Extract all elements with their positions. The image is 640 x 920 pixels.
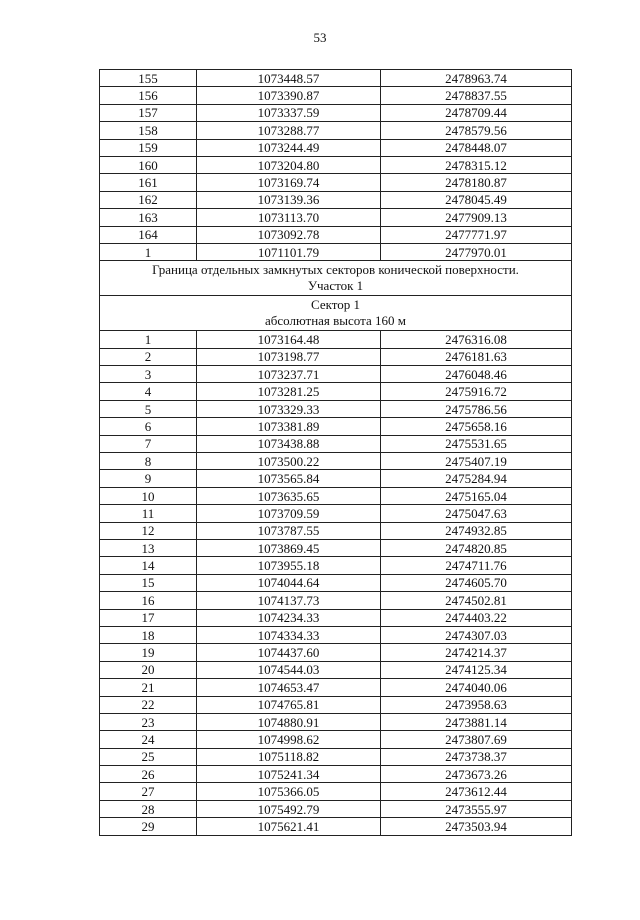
y-coordinate-cell: 2473958.63 (381, 696, 572, 713)
y-coordinate-cell: 2474605.70 (381, 574, 572, 591)
y-coordinate-cell: 2478579.56 (381, 122, 572, 139)
y-coordinate-cell: 2474820.85 (381, 539, 572, 556)
x-coordinate-cell: 1074044.64 (197, 574, 381, 591)
y-coordinate-cell: 2475284.94 (381, 470, 572, 487)
table-row (100, 748, 572, 765)
table-row (100, 70, 572, 87)
x-coordinate-cell: 1074437.60 (197, 644, 381, 661)
point-number-cell: 27 (100, 783, 197, 800)
boundary-header-row (100, 261, 572, 296)
table-row (100, 505, 572, 522)
table-row (100, 348, 572, 365)
point-number-cell: 23 (100, 713, 197, 730)
table-row (100, 400, 572, 417)
table-row (100, 487, 572, 504)
table-row (100, 644, 572, 661)
table-row (100, 209, 572, 226)
table-row (100, 435, 572, 452)
x-coordinate-cell: 1074544.03 (197, 661, 381, 678)
point-number-cell: 161 (100, 174, 197, 191)
table-row (100, 366, 572, 383)
point-number-cell: 22 (100, 696, 197, 713)
y-coordinate-cell: 2477909.13 (381, 209, 572, 226)
table-row (100, 592, 572, 609)
x-coordinate-cell: 1075366.05 (197, 783, 381, 800)
x-coordinate-cell: 1071101.79 (197, 243, 381, 260)
table-section-headers (100, 261, 572, 331)
x-coordinate-cell: 1073869.45 (197, 539, 381, 556)
x-coordinate-cell: 1073164.48 (197, 331, 381, 348)
table-row (100, 226, 572, 243)
y-coordinate-cell: 2474711.76 (381, 557, 572, 574)
table-row (100, 557, 572, 574)
point-number-cell: 8 (100, 453, 197, 470)
x-coordinate-cell: 1074880.91 (197, 713, 381, 730)
sector-header-title: Сектор 1 (310, 297, 360, 313)
y-coordinate-cell: 2475165.04 (381, 487, 572, 504)
x-coordinate-cell: 1074137.73 (197, 592, 381, 609)
y-coordinate-cell: 2476316.08 (381, 331, 572, 348)
point-number-cell: 164 (100, 226, 197, 243)
table-row (100, 122, 572, 139)
x-coordinate-cell: 1074765.81 (197, 696, 381, 713)
table-body-top (100, 70, 572, 261)
table-row (100, 696, 572, 713)
point-number-cell: 21 (100, 679, 197, 696)
x-coordinate-cell: 1073113.70 (197, 209, 381, 226)
point-number-cell: 156 (100, 87, 197, 104)
y-coordinate-cell: 2478315.12 (381, 156, 572, 173)
y-coordinate-cell: 2478963.74 (381, 70, 572, 87)
x-coordinate-cell: 1075241.34 (197, 766, 381, 783)
x-coordinate-cell: 1073237.71 (197, 366, 381, 383)
y-coordinate-cell: 2474214.37 (381, 644, 572, 661)
y-coordinate-cell: 2478709.44 (381, 104, 572, 121)
point-number-cell: 162 (100, 191, 197, 208)
x-coordinate-cell: 1073635.65 (197, 487, 381, 504)
y-coordinate-cell: 2473738.37 (381, 748, 572, 765)
x-coordinate-cell: 1073500.22 (197, 453, 381, 470)
y-coordinate-cell: 2474932.85 (381, 522, 572, 539)
x-coordinate-cell: 1073198.77 (197, 348, 381, 365)
y-coordinate-cell: 2474502.81 (381, 592, 572, 609)
point-number-cell: 11 (100, 505, 197, 522)
x-coordinate-cell: 1073329.33 (197, 400, 381, 417)
y-coordinate-cell: 2475658.16 (381, 418, 572, 435)
point-number-cell: 155 (100, 70, 197, 87)
table-row (100, 331, 572, 348)
point-number-cell: 159 (100, 139, 197, 156)
table-row (100, 104, 572, 121)
x-coordinate-cell: 1073381.89 (197, 418, 381, 435)
x-coordinate-cell: 1074334.33 (197, 626, 381, 643)
x-coordinate-cell: 1074998.62 (197, 731, 381, 748)
x-coordinate-cell: 1073204.80 (197, 156, 381, 173)
point-number-cell: 160 (100, 156, 197, 173)
y-coordinate-cell: 2478448.07 (381, 139, 572, 156)
point-number-cell: 4 (100, 383, 197, 400)
y-coordinate-cell: 2477970.01 (381, 243, 572, 260)
y-coordinate-cell: 2475916.72 (381, 383, 572, 400)
point-number-cell: 15 (100, 574, 197, 591)
point-number-cell: 19 (100, 644, 197, 661)
table-row (100, 609, 572, 626)
table-row (100, 539, 572, 556)
x-coordinate-cell: 1073244.49 (197, 139, 381, 156)
y-coordinate-cell: 2473503.94 (381, 818, 572, 835)
y-coordinate-cell: 2477771.97 (381, 226, 572, 243)
sector-header-row (100, 296, 572, 331)
boundary-header-title: Граница отдельных замкнутых секторов конической поверхности. (152, 262, 519, 278)
y-coordinate-cell: 2475531.65 (381, 435, 572, 452)
x-coordinate-cell: 1075118.82 (197, 748, 381, 765)
x-coordinate-cell: 1075621.41 (197, 818, 381, 835)
point-number-cell: 6 (100, 418, 197, 435)
point-number-cell: 3 (100, 366, 197, 383)
table-row (100, 383, 572, 400)
point-number-cell: 157 (100, 104, 197, 121)
y-coordinate-cell: 2478045.49 (381, 191, 572, 208)
y-coordinate-cell: 2473612.44 (381, 783, 572, 800)
table-row (100, 818, 572, 835)
point-number-cell: 10 (100, 487, 197, 504)
x-coordinate-cell: 1073565.84 (197, 470, 381, 487)
table-row (100, 731, 572, 748)
table-row (100, 156, 572, 173)
point-number-cell: 20 (100, 661, 197, 678)
x-coordinate-cell: 1073448.57 (197, 70, 381, 87)
boundary-header-subtitle: Участок 1 (307, 278, 364, 294)
y-coordinate-cell: 2473807.69 (381, 731, 572, 748)
point-number-cell: 163 (100, 209, 197, 226)
x-coordinate-cell: 1075492.79 (197, 800, 381, 817)
table-row (100, 470, 572, 487)
y-coordinate-cell: 2474307.03 (381, 626, 572, 643)
table-row (100, 679, 572, 696)
point-number-cell: 7 (100, 435, 197, 452)
x-coordinate-cell: 1073337.59 (197, 104, 381, 121)
y-coordinate-cell: 2475786.56 (381, 400, 572, 417)
x-coordinate-cell: 1073955.18 (197, 557, 381, 574)
table-row (100, 713, 572, 730)
y-coordinate-cell: 2476181.63 (381, 348, 572, 365)
coordinates-table (99, 69, 572, 836)
point-number-cell: 26 (100, 766, 197, 783)
x-coordinate-cell: 1074653.47 (197, 679, 381, 696)
sector-header-subtitle: абсолютная высота 160 м (265, 313, 406, 329)
table-row (100, 574, 572, 591)
y-coordinate-cell: 2476048.46 (381, 366, 572, 383)
y-coordinate-cell: 2474403.22 (381, 609, 572, 626)
table-row (100, 418, 572, 435)
table-row (100, 243, 572, 260)
table-row (100, 661, 572, 678)
point-number-cell: 1 (100, 243, 197, 260)
x-coordinate-cell: 1073169.74 (197, 174, 381, 191)
x-coordinate-cell: 1073438.88 (197, 435, 381, 452)
table-row (100, 783, 572, 800)
point-number-cell: 9 (100, 470, 197, 487)
point-number-cell: 5 (100, 400, 197, 417)
y-coordinate-cell: 2474125.34 (381, 661, 572, 678)
y-coordinate-cell: 2473881.14 (381, 713, 572, 730)
x-coordinate-cell: 1073787.55 (197, 522, 381, 539)
x-coordinate-cell: 1073139.36 (197, 191, 381, 208)
table-row (100, 174, 572, 191)
table-row (100, 522, 572, 539)
sector-header-cell (100, 296, 572, 331)
point-number-cell: 14 (100, 557, 197, 574)
point-number-cell: 24 (100, 731, 197, 748)
y-coordinate-cell: 2473555.97 (381, 800, 572, 817)
x-coordinate-cell: 1073709.59 (197, 505, 381, 522)
table-row (100, 139, 572, 156)
y-coordinate-cell: 2473673.26 (381, 766, 572, 783)
point-number-cell: 29 (100, 818, 197, 835)
x-coordinate-cell: 1073390.87 (197, 87, 381, 104)
point-number-cell: 2 (100, 348, 197, 365)
table-row (100, 766, 572, 783)
y-coordinate-cell: 2474040.06 (381, 679, 572, 696)
y-coordinate-cell: 2475407.19 (381, 453, 572, 470)
point-number-cell: 1 (100, 331, 197, 348)
x-coordinate-cell: 1073281.25 (197, 383, 381, 400)
x-coordinate-cell: 1073288.77 (197, 122, 381, 139)
point-number-cell: 12 (100, 522, 197, 539)
table-row (100, 191, 572, 208)
x-coordinate-cell: 1073092.78 (197, 226, 381, 243)
table-row (100, 453, 572, 470)
page-number: 53 (313, 30, 327, 45)
y-coordinate-cell: 2475047.63 (381, 505, 572, 522)
table-row (100, 800, 572, 817)
table-row (100, 87, 572, 104)
point-number-cell: 158 (100, 122, 197, 139)
point-number-cell: 13 (100, 539, 197, 556)
point-number-cell: 18 (100, 626, 197, 643)
table-body-bottom (100, 331, 572, 835)
boundary-header-cell (100, 261, 572, 296)
point-number-cell: 16 (100, 592, 197, 609)
point-number-cell: 25 (100, 748, 197, 765)
table-row (100, 626, 572, 643)
point-number-cell: 17 (100, 609, 197, 626)
x-coordinate-cell: 1074234.33 (197, 609, 381, 626)
point-number-cell: 28 (100, 800, 197, 817)
y-coordinate-cell: 2478837.55 (381, 87, 572, 104)
y-coordinate-cell: 2478180.87 (381, 174, 572, 191)
